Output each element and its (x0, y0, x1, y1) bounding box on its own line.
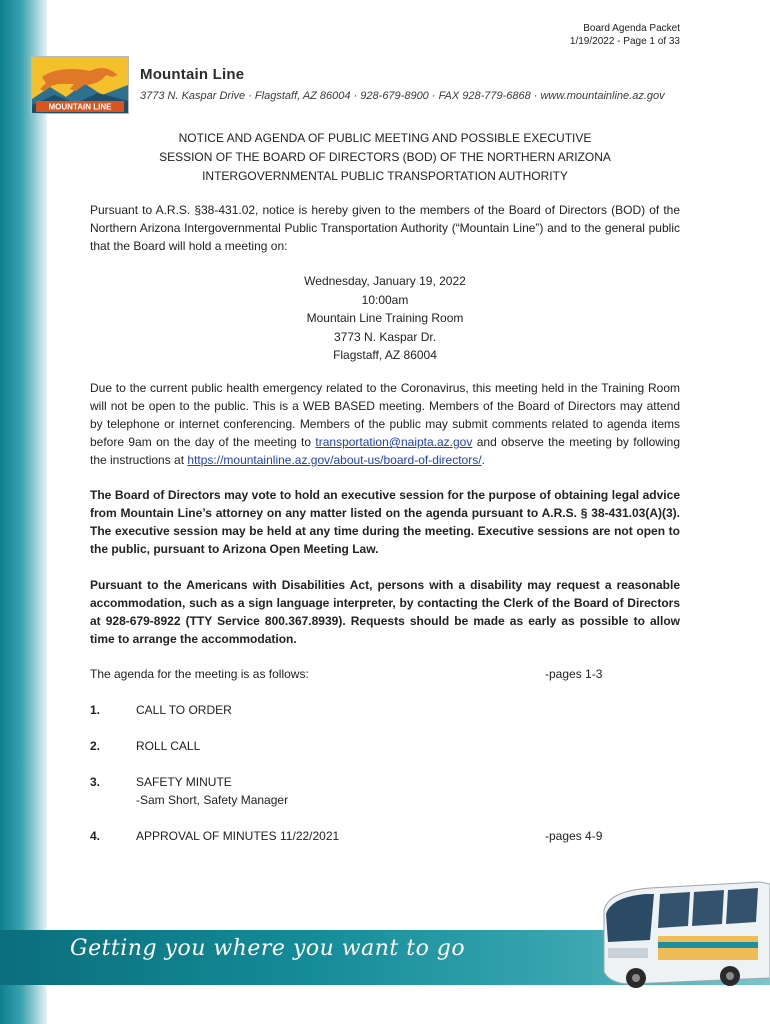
email-link[interactable]: transportation@naipta.az.gov (315, 435, 473, 449)
meeting-room: Mountain Line Training Room (306, 311, 464, 325)
agenda-item-number: 4. (90, 829, 101, 843)
covid-text-between: and observe the meeting by following the instructions at (90, 435, 680, 467)
agenda-item-number: 1. (90, 703, 101, 717)
packet-header (570, 22, 680, 48)
agenda-intro-pages: -pages 1-3 (545, 667, 603, 681)
covid-paragraph (90, 379, 680, 469)
packet-page: 1/19/2022 - Page 1 of 33 (569, 36, 680, 47)
meeting-street: 3773 N. Kaspar Dr. (333, 329, 437, 344)
logo-text: MOUNTAIN LINE (48, 102, 112, 112)
board-url-link[interactable]: https://mountainline.az.gov/about-us/board-of-directors/ (187, 453, 482, 467)
covid-text-end: . (481, 453, 485, 467)
covid-text: Due to the current public health emergency related to the Coronavirus, this meeting held in the Training Room will not be open to the public. This is a WEB BASED meeting. Members of the Board of Directors may attend by telephone or internet conferencing. Members of the public may submit comments related to agenda items before 9am on the day of the meeting to (90, 381, 680, 449)
agenda-item-number: 3. (90, 775, 101, 789)
agenda-item-number: 2. (90, 739, 101, 753)
agenda-item-title: CALL TO ORDER (136, 703, 232, 717)
ada-paragraph: Pursuant to the Americans with Disabilities Act, persons with a disability may request a reasonable accommodation, such as a sign language interpreter, by contacting the Clerk of the Board of Directors at 928-679-8922 (TTY Service 800.367.8939). Requests should be made as early as possible to allow time to arrange the accommodation. (90, 578, 680, 646)
meeting-time: 10:00am (361, 292, 409, 307)
agenda-item-title: ROLL CALL (136, 739, 201, 753)
title-line-3: INTERGOVERNMENTAL PUBLIC TRANSPORTATION AUTHORITY (202, 169, 568, 183)
agenda-intro: The agenda for the meeting is as follows: (90, 667, 309, 681)
brand-name: Mountain Line (140, 66, 245, 83)
notice-title (90, 129, 680, 186)
executive-session-paragraph: The Board of Directors may vote to hold an executive session for the purpose of obtaining legal advice from Mountain Line’s attorney on any matter listed on the agenda pursuant to A.R.S. § 38-431.03(A)(3). The executive session may be held at any time during the meeting. Executive sessions are not open to the public, pursuant to Arizona Open Meeting Law. (90, 488, 680, 556)
agenda-item (90, 773, 680, 813)
title-line-1: NOTICE AND AGENDA OF PUBLIC MEETING AND POSSIBLE EXECUTIVE (178, 131, 592, 145)
meeting-details (90, 272, 680, 365)
bus-icon (590, 880, 770, 992)
meeting-date: Wednesday, January 19, 2022 (304, 274, 466, 288)
footer-tagline: Getting you where you want to go (70, 936, 466, 961)
side-stripe (0, 0, 47, 1024)
mountain-line-cat-logo-icon (31, 56, 129, 114)
meeting-city: Flagstaff, AZ 86004 (333, 348, 437, 362)
brand-address: 3773 N. Kaspar Drive · Flagstaff, AZ 86004 · 928-679-8900 · FAX 928-779-6868 · www.mountainline.az.gov (140, 90, 665, 102)
agenda-item-pages: -pages 4-9 (545, 829, 603, 843)
intro-paragraph: Pursuant to A.R.S. §38-431.02, notice is hereby given to the members of the Board of Directors (BOD) of the Northern Arizona Intergovernmental Public Transportation Authority (“Mountain Line”) and to the general public that the Board will hold a meeting on: (90, 203, 680, 253)
agenda-item-title: APPROVAL OF MINUTES 11/22/2021 (136, 829, 340, 843)
agenda-item-presenter: -Sam Short, Safety Manager (136, 793, 289, 807)
agenda-item-title: SAFETY MINUTE (136, 775, 232, 789)
title-line-2: SESSION OF THE BOARD OF DIRECTORS (BOD) OF THE NORTHERN ARIZONA (159, 150, 611, 164)
packet-title: Board Agenda Packet (583, 23, 680, 34)
